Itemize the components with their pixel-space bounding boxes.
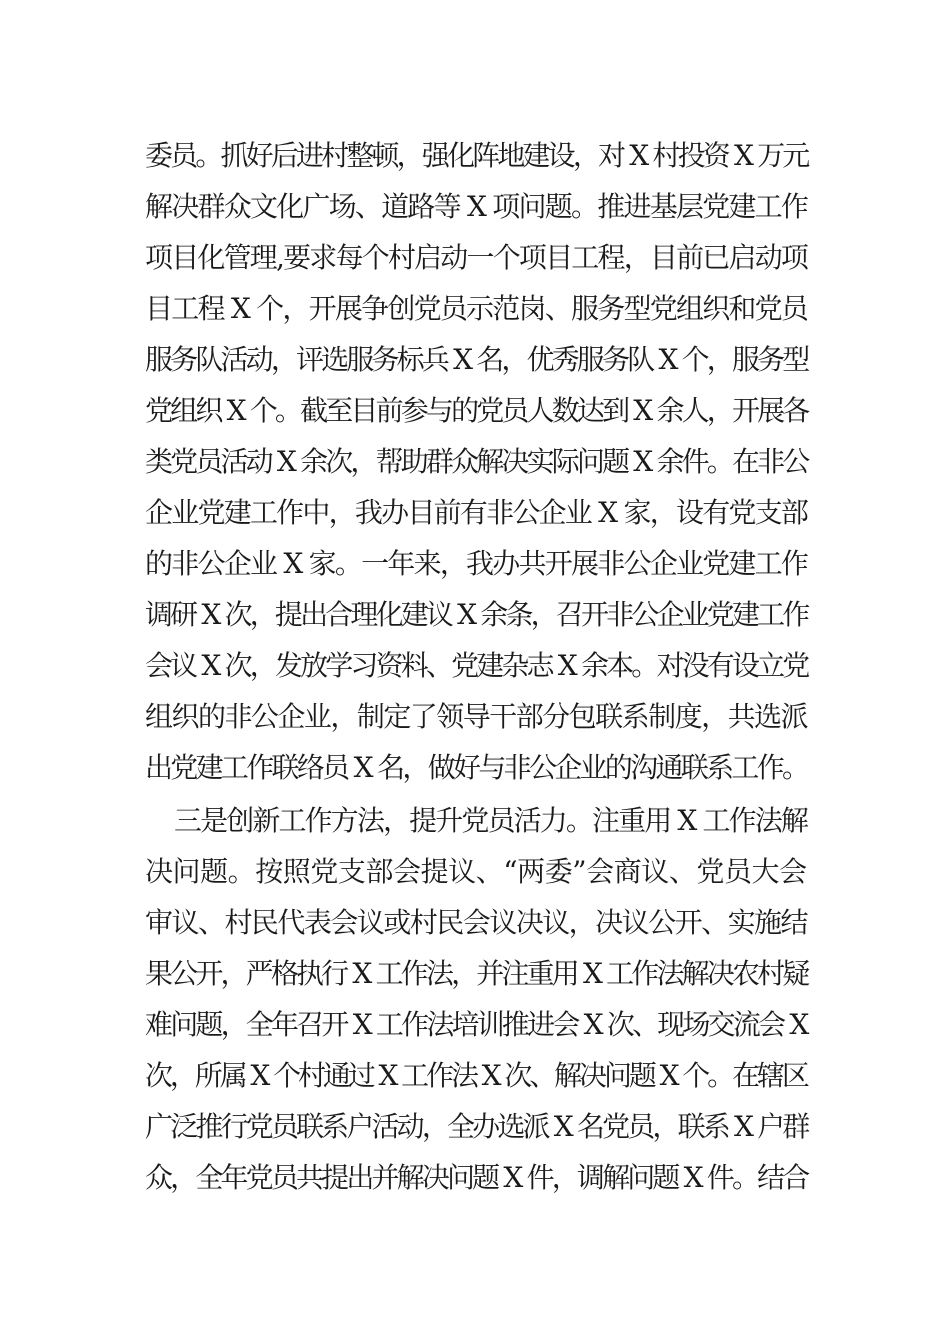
- text-line: 委员。抓好后进村整顿，强化阵地建设，对 X 村投资 X 万元: [145, 139, 808, 172]
- text-line: 目工程 X 个，开展争创党员示范岗、服务型党组织和党员: [145, 292, 808, 325]
- text-line: 三是创新工作方法，提升党员活力。注重用 X 工作法解: [174, 804, 807, 837]
- text-line: 会议 X 次，发放学习资料、党建杂志 X 余本。对没有设立党: [145, 649, 808, 682]
- text-line: 项目化管理,要求每个村启动一个项目工程，目前已启动项: [145, 241, 808, 274]
- text-line: 解决群众文化广场、道路等 X 项问题。推进基层党建工作: [145, 190, 808, 223]
- text-line: 果公开，严格执行 X 工作法，并注重用 X 工作法解决农村疑: [145, 957, 808, 990]
- text-line: 党组织 X 个。截至目前参与的党员人数达到 X 余人，开展各: [145, 394, 808, 427]
- text-line: 出党建工作联络员 X 名，做好与非公企业的沟通联系工作。: [145, 751, 808, 784]
- text-line: 广泛推行党员联系户活动，全办选派 X 名党员，联系 X 户群: [145, 1110, 808, 1143]
- text-line: 次，所属 X 个村通过 X 工作法 X 次、解决问题 X 个。在辖区: [145, 1059, 807, 1092]
- text-line: 调研 X 次，提出合理化建议 X 余条，召开非公企业党建工作: [145, 598, 808, 631]
- text-line: 组织的非公企业，制定了领导干部分包联系制度，共选派: [145, 700, 808, 733]
- text-line: 的非公企业 X 家。一年来，我办共开展非公企业党建工作: [145, 547, 808, 580]
- text-line: 审议、村民代表会议或村民会议决议，决议公开、实施结: [145, 906, 808, 939]
- text-line: 决问题。按照党支部会提议、“两委”会商议、党员大会: [145, 855, 807, 888]
- text-line: 众，全年党员共提出并解决问题 X 件，调解问题 X 件。结合: [145, 1161, 808, 1194]
- text-line: 服务队活动，评选服务标兵 X 名，优秀服务队 X 个，服务型: [145, 343, 808, 376]
- text-line: 企业党建工作中，我办目前有非公企业 X 家，设有党支部: [145, 496, 808, 529]
- text-line: 难问题，全年召开 X 工作法培训推进会 X 次、现场交流会 X: [145, 1008, 807, 1041]
- text-line: 类党员活动 X 余次，帮助群众解决实际问题 X 余件。在非公: [145, 445, 808, 478]
